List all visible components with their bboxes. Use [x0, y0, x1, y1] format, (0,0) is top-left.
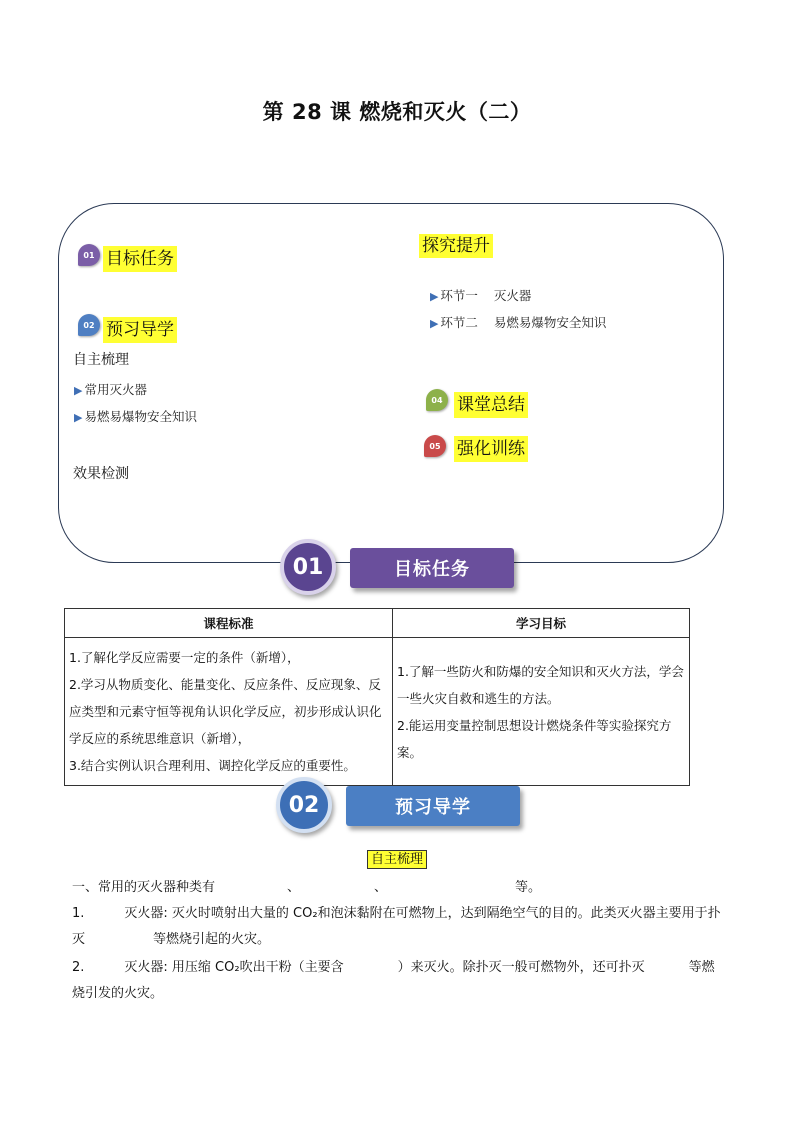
triangle-right-icon: ▶: [429, 290, 439, 303]
triangle-right-icon: ▶: [74, 384, 83, 397]
badge-05-icon: 05: [424, 435, 446, 457]
paragraph-foam-extinguisher: 1. 灭火器: 灭火时喷射出大量的 CO₂和泡沫黏附在可燃物上，达到隔绝空气的目的。此类灭火器主要用于扑灭 等燃烧引起的火灾。: [72, 906, 721, 947]
toc-link-stage2[interactable]: ▶ 环节二 易燃易爆物安全知识: [429, 315, 607, 330]
triangle-right-icon: ▶: [429, 317, 439, 330]
toc-item-explore[interactable]: [419, 235, 493, 257]
page-title: 第 28 课 燃烧和灭火（二）: [262, 100, 532, 124]
standards-cell: [65, 638, 393, 786]
toc-item-goal[interactable]: [78, 238, 177, 272]
toc-link-safety[interactable]: ▶ 易燃易爆物安全知识: [74, 409, 197, 424]
goal-item: 2.能运用变量控制思想设计燃烧条件等实验探究方案。: [397, 717, 672, 760]
goal-item: 1.了解一些防火和防爆的安全知识和灭火方法，学会一些火灾自救和逃生的方法。: [397, 663, 684, 706]
goals-cell: [393, 638, 690, 786]
toc-item-explore-label: 探究提升: [419, 234, 493, 258]
toc-item-training[interactable]: [424, 430, 528, 462]
paragraph-extinguisher-types: 一、常用的灭火器种类有 、 、 等。: [72, 880, 542, 895]
section-02-banner: 预习导学: [346, 786, 520, 826]
toc-item-preview[interactable]: [78, 307, 177, 343]
toc-link-stage1[interactable]: ▶ 环节一 灭火器: [429, 288, 532, 303]
standards-table: [64, 608, 690, 786]
toc-item-preview-label: 预习导学: [103, 317, 177, 343]
triangle-right-icon: ▶: [74, 411, 83, 424]
toc-link-extinguisher[interactable]: ▶ 常用灭火器: [74, 382, 147, 397]
header-course-standard: 课程标准: [65, 609, 393, 638]
section-01-number: 01: [280, 539, 336, 595]
toc-effect-check[interactable]: 效果检测: [73, 466, 129, 482]
standard-item: 2.学习从物质变化、能量变化、反应条件、反应现象、反应类型和元素守恒等视角认识化学反应，初步形成认识化学反应的系统思维意识（新增），: [69, 677, 382, 746]
paragraph-powder-extinguisher: 2. 灭火器: 用压缩 CO₂吹出干粉（主要含 ）来灭火。除扑灭一般可燃物外，还可扑灭 等燃烧引发的火灾。: [72, 960, 715, 1001]
section-02-number: 02: [276, 777, 332, 833]
self-study-heading: 自主梳理: [0, 848, 794, 867]
toc-item-summary-label: 课堂总结: [454, 392, 528, 418]
toc-item-training-label: 强化训练: [454, 436, 528, 462]
toc-item-summary[interactable]: [426, 382, 528, 418]
section-01-banner: 目标任务: [350, 548, 514, 588]
standard-item: 1.了解化学反应需要一定的条件（新增），: [69, 650, 300, 665]
badge-01-icon: 01: [78, 244, 100, 266]
table-header-row: [65, 609, 690, 638]
toc-item-goal-label: 目标任务: [103, 246, 177, 272]
badge-04-icon: 04: [426, 389, 448, 411]
header-learning-goal: 学习目标: [393, 609, 690, 638]
table-row: [65, 638, 690, 786]
toc-self-study: 自主梳理: [73, 352, 129, 368]
standard-item: 3.结合实例认识合理利用、调控化学反应的重要性。: [69, 758, 356, 773]
badge-02-icon: 02: [78, 314, 100, 336]
